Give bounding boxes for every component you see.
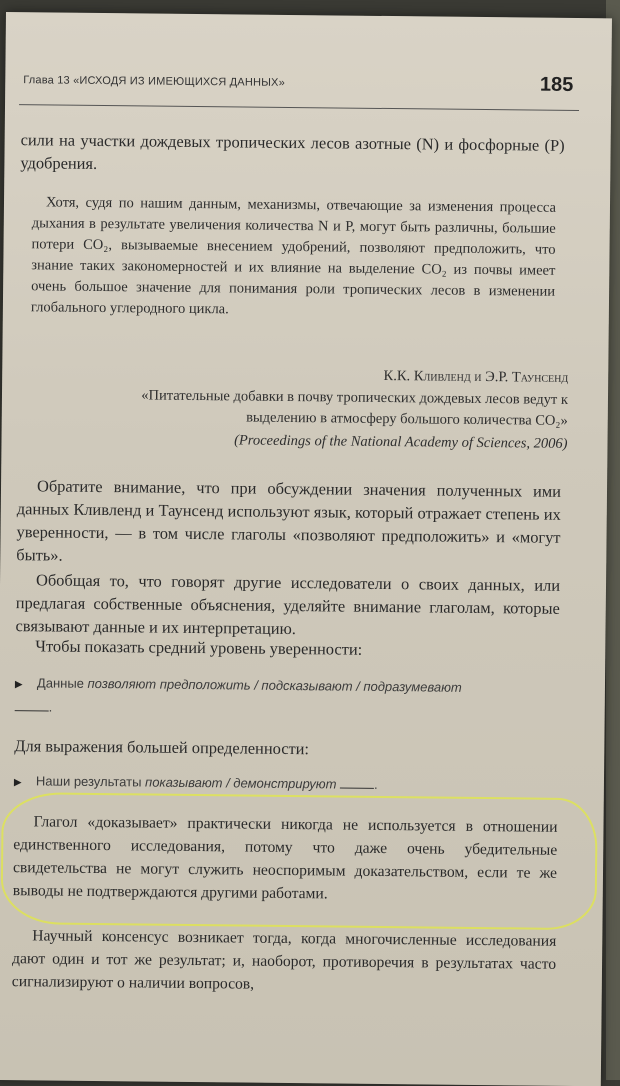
page-number: 185 [539,73,574,96]
bullet-1-verbs: позволяют предположить / подсказывают / подразумевают [87,675,462,695]
quote-article: «Питательные добавки в почву тропических дождевых лесов ведут к выделению в атмосферу большого количества CO₂» [141,387,569,429]
quote-text: Хотя, судя по нашим данным, механизмы, отвечающие за изменения процесса дыхания в результате увеличения количества N и P, могут быть различны, большие потери CO₂, вызываемые внесением удобрений, позволяют предположить, что знание таких закономерностей и их влияние на выделение CO₂ из почвы имеет очень большое значение для понимания роли тропических лесов в изменении глобального углеродного цикла. [30,194,557,318]
bullet-item-2: ▶ Наши результаты показывают / демонстрируют . [14,770,554,800]
quote-source: (Proceedings of the National Academy of Sciences, 2006) [234,432,568,452]
paragraph-3: Чтобы показать средний уровень уверенности: [35,636,363,659]
intro-text: сили на участки дождевых тропических лесов азотные (N) и фосфорные (P) удобрения. [20,130,565,173]
page-header [19,64,579,111]
quote-authors: К.К. Кливленд и Э.Р. Таунсенд [383,367,569,386]
final-paragraph: Научный консенсус возникает тогда, когда многочисленные исследования дают один и тот же результат; и, наоборот, противоречия в результатах часто сигнализируют о наличии вопросов, [11,927,557,993]
highlighted-paragraph: Глагол «доказывает» практически никогда не используется в отношении единственного исследования, потому что даже очень убедительные свидетельства не могут служить неоспоримым доказательством, если те же выводы не подтверждаются другими работами. [12,813,558,903]
book-page [0,12,612,1086]
bullet-2-prefix: Наши результаты [35,773,142,790]
bullet-1-prefix: Данные [36,675,85,691]
triangle-bullet-icon: ▶ [14,679,23,691]
blank-line [340,776,374,789]
triangle-bullet-icon: ▶ [13,777,22,789]
paragraph-1: Обратите внимание, что при обсуждении значения полученных ими данных Кливленд и Таунсенд используют язык, который отражает степень их уверенности, — в том числе глаголы «позволяют предположить» и «могут быть». [16,476,562,565]
bullet-2-verbs: показывают / демонстрируют [145,774,337,792]
running-title: Глава 13 «ИСХОДЯ ИЗ ИМЕЮЩИХСЯ ДАННЫХ» [23,74,286,89]
mid-heading: Для выражения большей определенности: [14,736,310,759]
blank-line [15,698,49,711]
paragraph-2: Обобщая то, что говорят другие исследователи о своих данных, или предлагая собственные объяснения, уделяйте внимание глаголам, которые связывают данные и их интерпретацию. [15,570,561,639]
bullet-item-1: ▶ Данные позволяют предположить / подсказывают / подразумевают . [14,675,462,715]
